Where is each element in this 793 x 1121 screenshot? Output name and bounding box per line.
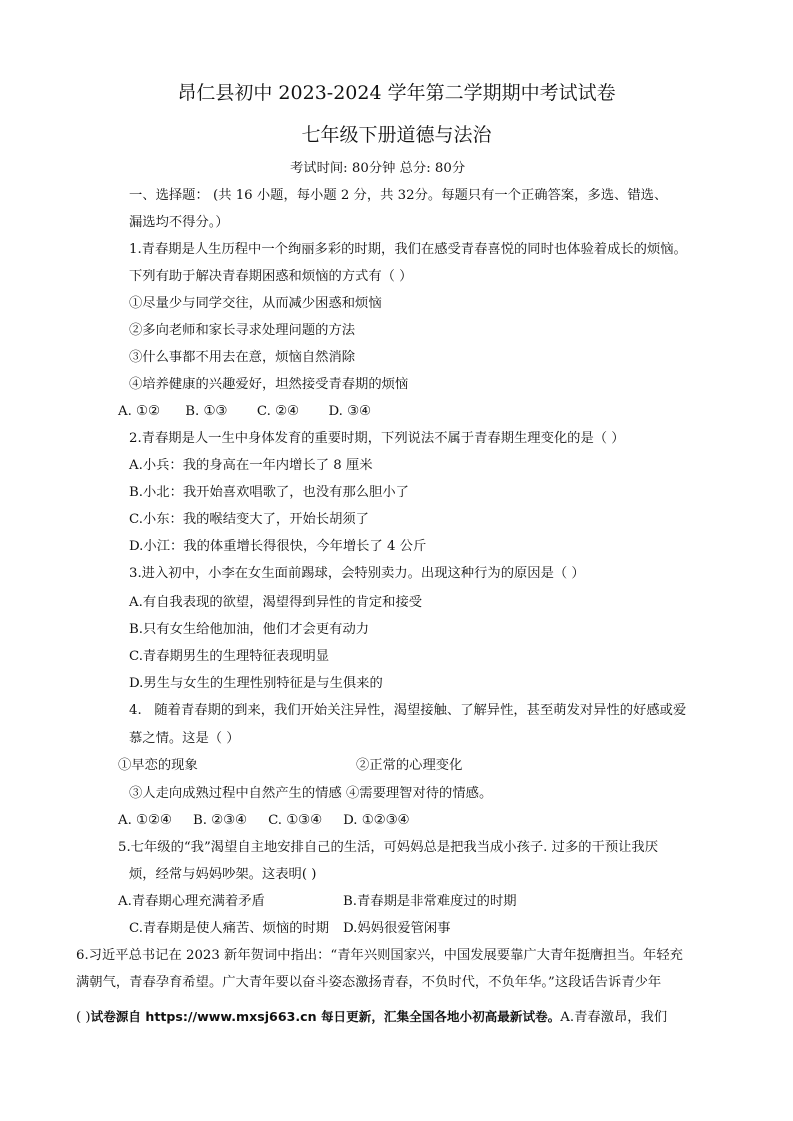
q2-stem: 2.青春期是人一生中身体发育的重要时期，下列说法不属于青春期生理变化的是（ ） — [129, 431, 625, 446]
q5-option-a: A.青春期心理充满着矛盾 — [118, 894, 265, 909]
q1-statement-3: ③什么事都不用去在意，烦恼自然消除 — [129, 350, 356, 365]
q4-statement-2: ②正常的心理变化 — [356, 758, 463, 773]
q1-statement-1: ①尽量少与同学交往，从而减少困惑和烦恼 — [129, 296, 382, 311]
q6-line-3 — [76, 1008, 667, 1027]
q3-stem: 3.进入初中，小李在女生面前踢球，会特别卖力。出现这种行为的原因是（ ） — [129, 566, 585, 581]
source-watermark-text: 试卷源自 https://www.mxsj663.cn 每日更新，汇集全国各地小初高最新试卷。 — [90, 1009, 561, 1024]
q4-statement-1: ①早恋的现象 — [118, 758, 198, 773]
q4-stem-1: 4. 随着青春期的到来，我们开始关注异性，渴望接触、了解异性，甚至萌发对异性的好感或爱 — [129, 703, 687, 718]
q2-option-d: D.小江：我的体重增长得很快，今年增长了 4 公斤 — [129, 539, 427, 554]
q3-option-d: D.男生与女生的生理性别特征是与生俱来的 — [129, 676, 383, 691]
q3-option-a: A.有自我表现的欲望，渴望得到异性的肯定和接受 — [129, 595, 423, 610]
q6-line-2: 满朝气，青春孕育希望。广大青年要以奋斗姿态激扬青春，不负时代，不负年华。”这段话告诉青少年 — [76, 975, 662, 990]
q5-option-d: D.妈妈很爱管闲事 — [343, 921, 451, 936]
exam-subtitle: 七年级下册道德与法治 — [301, 124, 492, 146]
q5-option-c: C.青春期是使人痛苦、烦恼的时期 — [129, 921, 330, 936]
q2-option-b: B.小北：我开始喜欢唱歌了，也没有那么胆小了 — [129, 485, 409, 500]
q1-stem-1: 1.青春期是人生历程中一个绚丽多彩的时期，我们在感受青春喜悦的同时也体验着成长的烦恼。 — [129, 242, 687, 257]
q6-answer-blank: ( ) — [76, 1010, 91, 1025]
q4-statement-3-4: ③人走向成熟过程中自然产生的情感 ④需要理智对待的情感。 — [129, 786, 493, 801]
q1-statement-4: ④培养健康的兴趣爱好，坦然接受青春期的烦恼 — [129, 377, 409, 392]
q4-stem-2: 慕之情。这是（ ） — [129, 731, 240, 746]
q1-options: A. ①② B. ①③ C. ②④ D. ③④ — [118, 404, 371, 419]
q1-statement-2: ②多向老师和家长寻求处理问题的方法 — [129, 323, 356, 338]
q3-option-b: B.只有女生给他加油，他们才会更有动力 — [129, 622, 370, 637]
q2-option-c: C.小东：我的喉结变大了，开始长胡须了 — [129, 512, 369, 527]
q4-options: A. ①②④ B. ②③④ C. ①③④ D. ①②③④ — [118, 813, 410, 828]
q2-option-a: A.小兵：我的身高在一年内增长了 8 厘米 — [129, 458, 373, 473]
q3-option-c: C.青春期男生的生理特征表现明显 — [129, 649, 330, 664]
q5-option-b: B.青春期是非常难度过的时期 — [343, 894, 517, 909]
section-instructions-1: 一、选择题： (共 16 小题，每小题 2 分，共 32分。每题只有一个正确答案，多选、错选、 — [129, 188, 668, 203]
q1-stem-2: 下列有助于解决青春期困惑和烦恼的方式有（ ） — [129, 269, 413, 284]
exam-title: 昂仁县初中 2023-2024 学年第二学期期中考试试卷 — [177, 82, 616, 104]
section-instructions-2: 漏选均不得分。） — [129, 215, 229, 230]
q6-option-a-fragment: A.青春激昂，我们 — [560, 1010, 668, 1025]
q6-line-1: 6.习近平总书记在 2023 新年贺词中指出：“青年兴则国家兴，中国发展要靠广大青年挺膺担当。年轻充 — [76, 948, 683, 963]
exam-info: 考试时间: 80分钟 总分: 80分 — [290, 161, 466, 176]
q5-stem-1: 5.七年级的“我”渴望自主地安排自己的生活，可妈妈总是把我当成小孩子. 过多的干预让我厌 — [118, 840, 659, 855]
q5-stem-2: 烦，经常与妈妈吵架。这表明( ) — [129, 867, 317, 882]
